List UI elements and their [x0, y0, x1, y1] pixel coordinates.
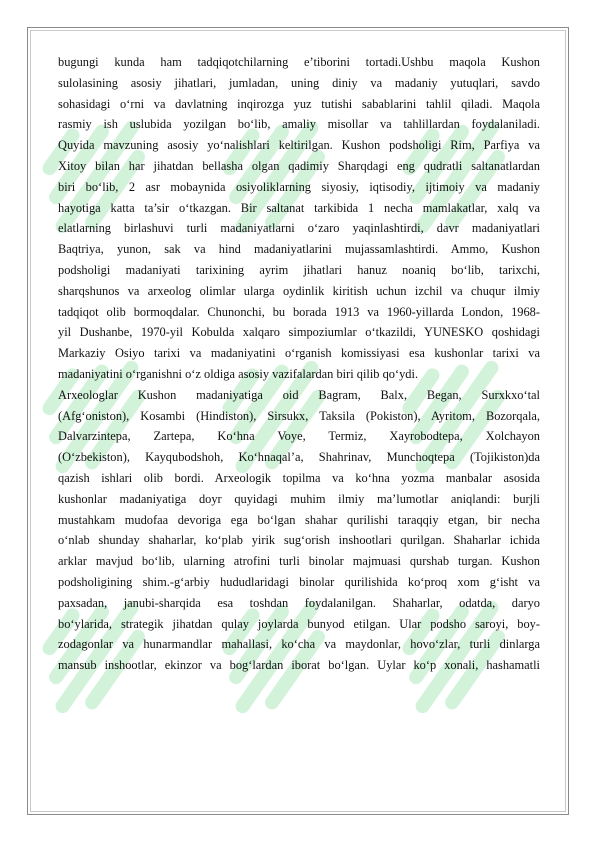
- text-line: sulolasining asosiy jihatlari, jumladan, uning diniy va madaniy yutuqlari, savdo: [58, 75, 540, 90]
- text-line: hayotiga katta ta’sir o‘tkazgan. Bir saltanat tarkibida 1 necha mamlakatlar, xalq va: [58, 200, 540, 215]
- text-line: Quyida mavzuning asosiy yo‘nalishlari keltirilgan. Kushon podsholigi Rim, Parfiya va: [58, 138, 540, 153]
- text-line: qazish ishlari olib bordi. Arxeologik topilma va ko‘hna yozma manbalar asosida: [58, 470, 540, 485]
- text-line: Markaziy Osiyo tarixi va madaniyatini o‘rganish komissiyasi esa kushonlar tarixi va: [58, 346, 540, 361]
- text-line: (Afg‘oniston), Kosambi (Hindiston), Sirsukx, Taksila (Pokiston), Ayritom, Bozorqala,: [58, 408, 540, 423]
- text-line: podsholigi madaniyati tarixining ayrim jihatlari hanuz noaniq bo‘lib, tarixchi,: [58, 262, 540, 277]
- document-body: [58, 52, 540, 676]
- paragraph-1: [58, 52, 540, 385]
- paragraph-2: [58, 385, 540, 676]
- text-line: paxsadan, janubi-sharqida esa toshdan foydalanilgan. Shaharlar, odatda, daryo: [58, 595, 540, 610]
- text-line: zodagonlar va hunarmandlar mahallasi, ko‘cha va maydonlar, hovo‘zlar, turli dinlarga: [58, 637, 540, 652]
- text-line: Dalvarzintepa, Zartepa, Ko‘hna Voye, Termiz, Xayrobodtepa, Xolchayon: [58, 429, 540, 444]
- text-line: mustahkam mudofaa devoriga ega bo‘lgan shahar qurilishi taraqqiy etgan, bir necha: [58, 512, 540, 527]
- text-line: bo‘ylarida, strategik jihatdan qulay joylarda bunyod etilgan. Ular podsho saroyi, boy-: [58, 616, 540, 631]
- text-line: biri bo‘lib, 2 asr mobaynida osiyoliklarning siyosiy, iqtisodiy, ijtimoiy va madaniy: [58, 179, 540, 194]
- text-line: rasmiy ish uslubida yozilgan bo‘lib, amaliy misollar va tahlillardan foydalaniladi.: [58, 117, 540, 132]
- text-line: sohasidagi o‘rni va davlatning inqirozga yuz tutishi sabablarini tahlil qiladi. Maqola: [58, 96, 540, 111]
- text-line: kushonlar madaniyatiga doyr quyidagi muhim ilmiy ma’lumotlar aniqlandi: burjli: [58, 491, 540, 506]
- text-line: Arxeologlar Kushon madaniyatiga oid Bagram, Balx, Began, Surxkxo‘tal: [58, 387, 540, 402]
- text-line: mansub inshootlar, ekinzor va bog‘lardan iborat bo‘lgan. Uylar ko‘p xonali, hashamatli: [58, 658, 540, 673]
- text-line: (O‘zbekiston), Kayqubodshoh, Ko‘hnaqal’a, Shahrinav, Munchoqtepa (Tojikiston)da: [58, 450, 540, 465]
- text-line: elatlarning birlashuvi turli madaniyatlarni o‘zaro yaqinlashtirdi, davr madaniyatlari: [58, 221, 540, 236]
- text-line: podsholigining shim.-g‘arbiy hududlaridagi binolar qurilishida ko‘proq xom g‘isht va: [58, 574, 540, 589]
- text-line: o‘nlab shunday shaharlar, ko‘plab yirik sug‘orish inshootlari qurilgan. Shaharlar ichida: [58, 533, 540, 548]
- text-line: yil Dushanbe, 1970-yil Kobulda xalqaro simpoziumlar o‘tkazildi, YUNESKO qoshidagi: [58, 325, 540, 340]
- text-line: bugungi kunda ham tadqiqotchilarning e’tiborini tortadi.Ushbu maqola Kushon: [58, 55, 540, 69]
- text-line: Baqtriya, yunon, sak va hind madaniyatlarini mujassamlashtirdi. Ammo, Kushon: [58, 242, 540, 257]
- text-line: sharqshunos va arxeolog olimlar ularga oydinlik kiritish uchun izchil va chuqur ilmiy: [58, 283, 540, 298]
- text-line: madaniyatini o‘rganishni o‘z oldiga asosiy vazifalardan biri qilib qo‘ydi.: [58, 366, 419, 381]
- text-line: tadqiqot olib bormoqdalar. Chunonchi, bu borada 1913 va 1960-yillarda London, 1968-: [58, 304, 540, 319]
- text-line: Xitoy bilan har jihatdan bellasha olgan qadimiy Sharqdagi eng qudratli saltanatlardan: [58, 158, 540, 173]
- text-line: arklar mavjud bo‘lib, ularning atrofini turli binolar majmuasi qurshab turgan. Kushon: [58, 554, 540, 569]
